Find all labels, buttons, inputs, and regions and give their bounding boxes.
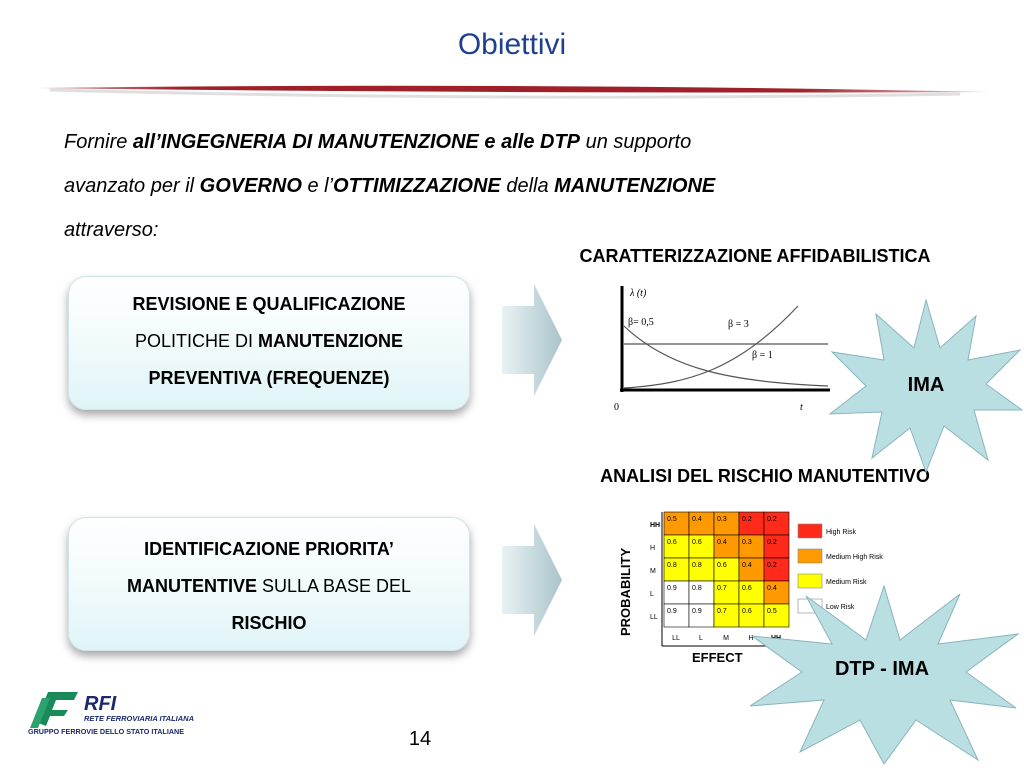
box2-line1: IDENTIFICAZIONE PRIORITA’ [144,539,394,559]
box2-line2b: SULLA BASE DEL [256,576,412,596]
col-label: L [699,635,703,642]
intro-text: Fornire [64,131,133,153]
maintenance-policy-box [68,276,470,410]
curve-beta-05 [624,326,828,386]
cell-value: 0.2 [767,539,777,546]
intro-text: avanzato per il [64,175,200,197]
box1-line3: PREVENTIVA (FREQUENZE) [148,368,390,388]
intro-bold: MANUTENZIONE [554,175,716,197]
intro-bold: all’INGEGNERIA DI MANUTENZIONE e alle DTP [132,131,581,153]
rfi-logo [26,682,226,742]
dtp-ima-starburst [744,582,1024,766]
arrow-right-icon [500,522,564,638]
intro-text: della [500,175,555,197]
cell-value: 0.8 [692,585,702,592]
cell-value: 0.4 [717,539,727,546]
slide-title: Obiettivi [457,28,567,61]
cell-value: 0.8 [692,562,702,569]
cell-value: 0.3 [742,539,752,546]
chart-x-label: t [800,402,803,413]
col-label: LL [672,635,680,642]
legend-label: Low Risk [826,604,855,611]
cell-value: 0.5 [767,608,777,615]
cell-value: 0.9 [667,608,677,615]
cell-value: 0.6 [742,585,752,592]
intro-text: un supporto [580,131,692,153]
matrix-y-label: PROBABILITY [618,547,633,636]
reliability-heading: CARATTERIZZAZIONE AFFIDABILISTICA [579,246,931,266]
cell-value: 0.2 [767,562,777,569]
row-label: L [650,591,654,598]
col-label: M [723,635,729,642]
chart-origin: 0 [614,402,619,413]
cell-value: 0.6 [742,608,752,615]
cell-value: 0.7 [717,585,727,592]
box1-line2b: MANUTENZIONE [258,331,404,351]
row-label: M [650,568,656,575]
row-label: LL [650,614,658,621]
row-label: HH [650,522,661,529]
legend-label: Medium Risk [826,579,867,586]
rfi-line1: RETE FERROVIARIA ITALIANA [84,714,194,723]
legend-label: Medium High Risk [826,554,883,561]
chart-y-label: λ (t) [630,288,647,299]
box2-line3: RISCHIO [231,613,307,633]
ima-starburst [826,298,1024,474]
label-beta-1: β = 1 [752,350,773,361]
cell-value: 0.7 [717,608,727,615]
legend-label: High Risk [826,529,856,536]
box1-line2a: POLITICHE DI [134,331,259,351]
cell-value: 0.2 [742,516,752,523]
legend-swatch [798,549,822,563]
label-beta-3: β = 3 [728,319,749,330]
intro-bold: GOVERNO [199,175,302,197]
title-divider [30,80,995,106]
cell-value: 0.9 [667,585,677,592]
cell-value: 0.5 [667,516,677,523]
box2-line2a: MANUTENTIVE [126,576,257,596]
intro-bold: OTTIMIZZAZIONE [333,175,501,197]
cell-value: 0.9 [692,608,702,615]
intro-text: attraverso: [64,219,159,241]
cell-value: 0.6 [692,539,702,546]
cell-value: 0.6 [717,562,727,569]
cell-value: 0.2 [767,516,777,523]
matrix-x-label: EFFECT [692,650,743,665]
cell-value: 0.8 [667,562,677,569]
rfi-brand: RFI [84,693,117,715]
dtp-ima-label: DTP - IMA [834,658,930,680]
col-label: H [748,635,754,642]
label-beta-05: β= 0,5 [628,317,654,328]
risk-priority-box [68,517,470,651]
cell-value: 0.4 [692,516,702,523]
cell-value: 0.4 [767,585,777,592]
cell-value: 0.3 [717,516,727,523]
intro-text: e l’ [301,175,334,197]
failure-rate-chart [608,278,838,418]
risk-analysis-heading: ANALISI DEL RISCHIO MANUTENTIVO [600,466,930,486]
box1-line1: REVISIONE E QUALIFICAZIONE [132,294,406,314]
arrow-right-icon [500,282,564,398]
page-number: 14 [408,728,432,750]
legend-swatch [798,524,822,538]
intro-paragraph [64,120,924,252]
ima-label: IMA [907,374,945,396]
row-label: H [650,545,656,552]
cell-value: 0.6 [667,539,677,546]
rfi-line2: GRUPPO FERROVIE DELLO STATO ITALIANE [28,727,184,736]
cell-value: 0.4 [742,562,752,569]
